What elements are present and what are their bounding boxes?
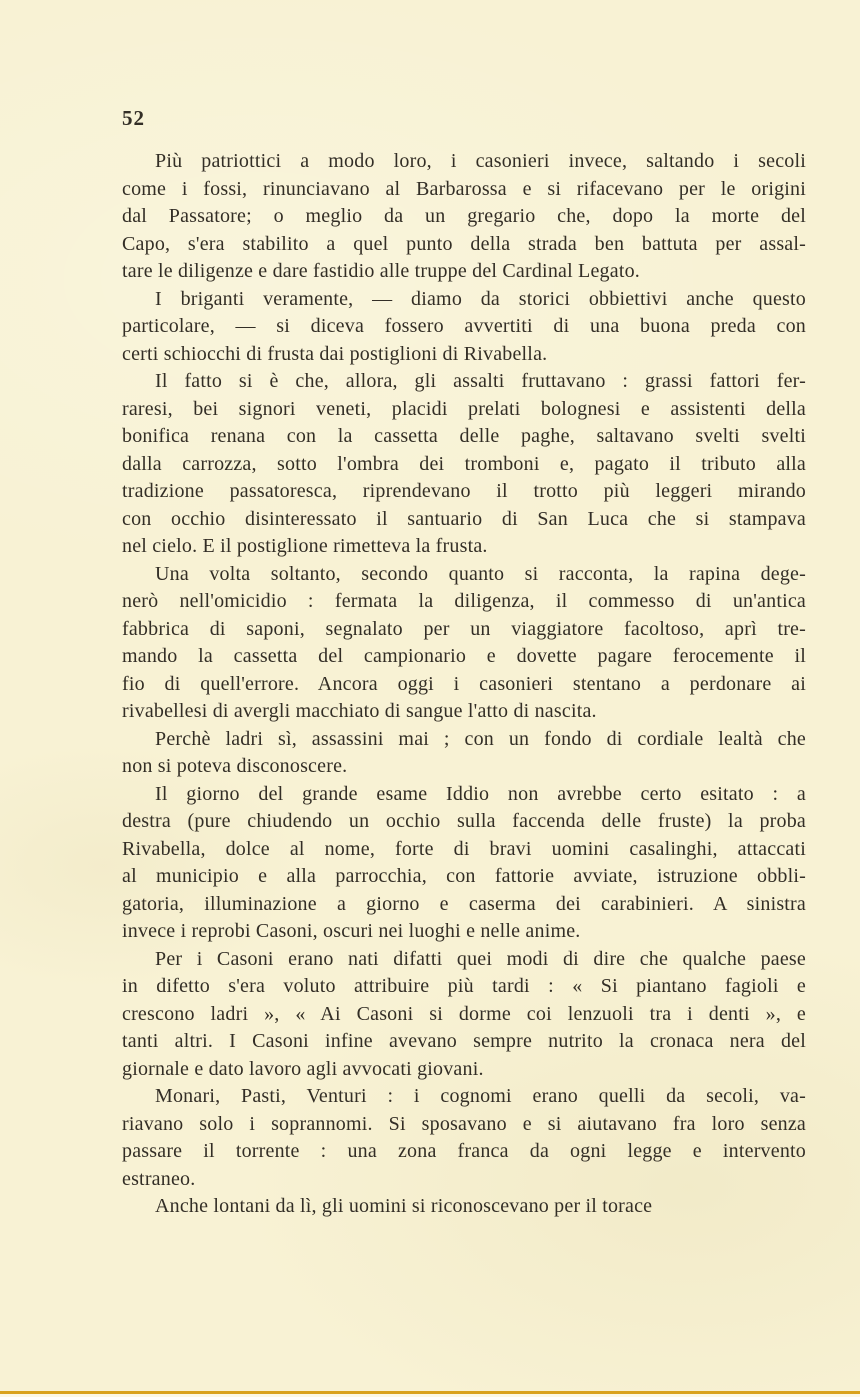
text-line: certi schiocchi di frusta dai postiglioni di Rivabella. bbox=[122, 342, 548, 365]
paragraph bbox=[122, 781, 806, 946]
page-bottom-edge-line bbox=[0, 1391, 860, 1394]
text-line: nerò nell'omicidio : fermata la diligenza, il commesso di un'antica bbox=[122, 590, 806, 612]
paragraph bbox=[122, 368, 806, 561]
text-line: riavano solo i soprannomi. Si sposavano e si aiutavano fra loro senza bbox=[122, 1112, 806, 1135]
text-line: fio di quell'errore. Ancora oggi i casonieri stentano a perdonare ai bbox=[122, 672, 806, 695]
text-line: Rivabella, dolce al nome, forte di bravi uomini casalinghi, attaccati bbox=[122, 837, 806, 860]
text-line: in difetto s'era voluto attribuire più tardi : « Si piantano fagioli e bbox=[122, 975, 806, 997]
text-line: con occhio disinteressato il santuario di San Luca che si stampava bbox=[122, 507, 806, 530]
text-line: Monari, Pasti, Venturi : i cognomi erano quelli da secoli, va- bbox=[155, 1085, 806, 1107]
text-line: tanti altri. I Casoni infine avevano sempre nutrito la cronaca nera del bbox=[122, 1030, 806, 1052]
text-line: raresi, bei signori veneti, placidi prelati bolognesi e assistenti della bbox=[122, 397, 806, 420]
text-line: Più patriottici a modo loro, i casonieri invece, saltando i secoli bbox=[155, 150, 806, 172]
text-line: gatoria, illuminazione a giorno e caserma dei carabinieri. A sinistra bbox=[122, 892, 806, 915]
paragraph bbox=[122, 148, 806, 286]
text-line: crescono ladri », « Ai Casoni si dorme coi lenzuoli tra i denti », e bbox=[122, 1002, 806, 1025]
text-line: dal Passatore; o meglio da un gregario che, dopo la morte del bbox=[122, 205, 806, 227]
text-line: nel cielo. E il postiglione rimetteva la frusta. bbox=[122, 535, 488, 557]
text-line: tare le diligenze e dare fastidio alle truppe del Cardinal Legato. bbox=[122, 260, 640, 282]
text-line: invece i reprobi Casoni, oscuri nei luoghi e nelle anime. bbox=[122, 920, 581, 942]
text-line: passare il torrente : una zona franca da ogni legge e intervento bbox=[122, 1140, 806, 1162]
text-line: fabbrica di saponi, segnalato per un viaggiatore facoltoso, aprì tre- bbox=[122, 617, 806, 640]
page-number: 52 bbox=[122, 106, 145, 130]
text-line: al municipio e alla parrocchia, con fattorie avviate, istruzione obbli- bbox=[122, 865, 806, 887]
text-line: Il giorno del grande esame Iddio non avrebbe certo esitato : a bbox=[155, 782, 806, 805]
paragraph bbox=[122, 286, 806, 369]
text-line: I briganti veramente, — diamo da storici obbiettivi anche questo bbox=[155, 287, 806, 310]
text-line: mando la cassetta del campionario e dovette pagare ferocemente il bbox=[122, 645, 806, 667]
text-line: come i fossi, rinunciavano al Barbarossa e si rifacevano per le origini bbox=[122, 177, 806, 200]
paragraph bbox=[122, 561, 806, 726]
text-line: giornale e dato lavoro agli avvocati giovani. bbox=[122, 1057, 484, 1080]
text-line: Anche lontani da lì, gli uomini si riconoscevano per il torace bbox=[155, 1195, 653, 1217]
text-block bbox=[122, 148, 806, 1221]
text-line: tradizione passatoresca, riprendevano il trotto più leggeri mirando bbox=[122, 480, 806, 502]
text-line: Il fatto si è che, allora, gli assalti fruttavano : grassi fattori fer- bbox=[155, 370, 806, 392]
paragraph bbox=[122, 726, 806, 781]
paragraph bbox=[122, 946, 806, 1084]
text-line: Una volta soltanto, secondo quanto si racconta, la rapina dege- bbox=[155, 562, 806, 585]
text-line: Capo, s'era stabilito a quel punto della strada ben battuta per assal- bbox=[122, 232, 806, 255]
text-line: particolare, — si diceva fossero avvertiti di una buona preda con bbox=[122, 315, 806, 337]
text-line: Perchè ladri sì, assassini mai ; con un fondo di cordiale lealtà che bbox=[155, 727, 806, 750]
text-line: rivabellesi di avergli macchiato di sangue l'atto di nascita. bbox=[122, 700, 597, 722]
text-line: non si poteva disconoscere. bbox=[122, 755, 348, 777]
text-line: destra (pure chiudendo un occhio sulla faccenda delle fruste) la proba bbox=[122, 810, 806, 832]
paragraph bbox=[122, 1083, 806, 1193]
text-line: dalla carrozza, sotto l'ombra dei tromboni e, pagato il tributo alla bbox=[122, 452, 806, 475]
text-line: Per i Casoni erano nati difatti quei modi di dire che qualche paese bbox=[155, 947, 806, 970]
text-line: estraneo. bbox=[122, 1167, 196, 1190]
text-line: bonifica renana con la cassetta delle paghe, saltavano svelti svelti bbox=[122, 425, 806, 447]
paragraph bbox=[122, 1193, 806, 1221]
